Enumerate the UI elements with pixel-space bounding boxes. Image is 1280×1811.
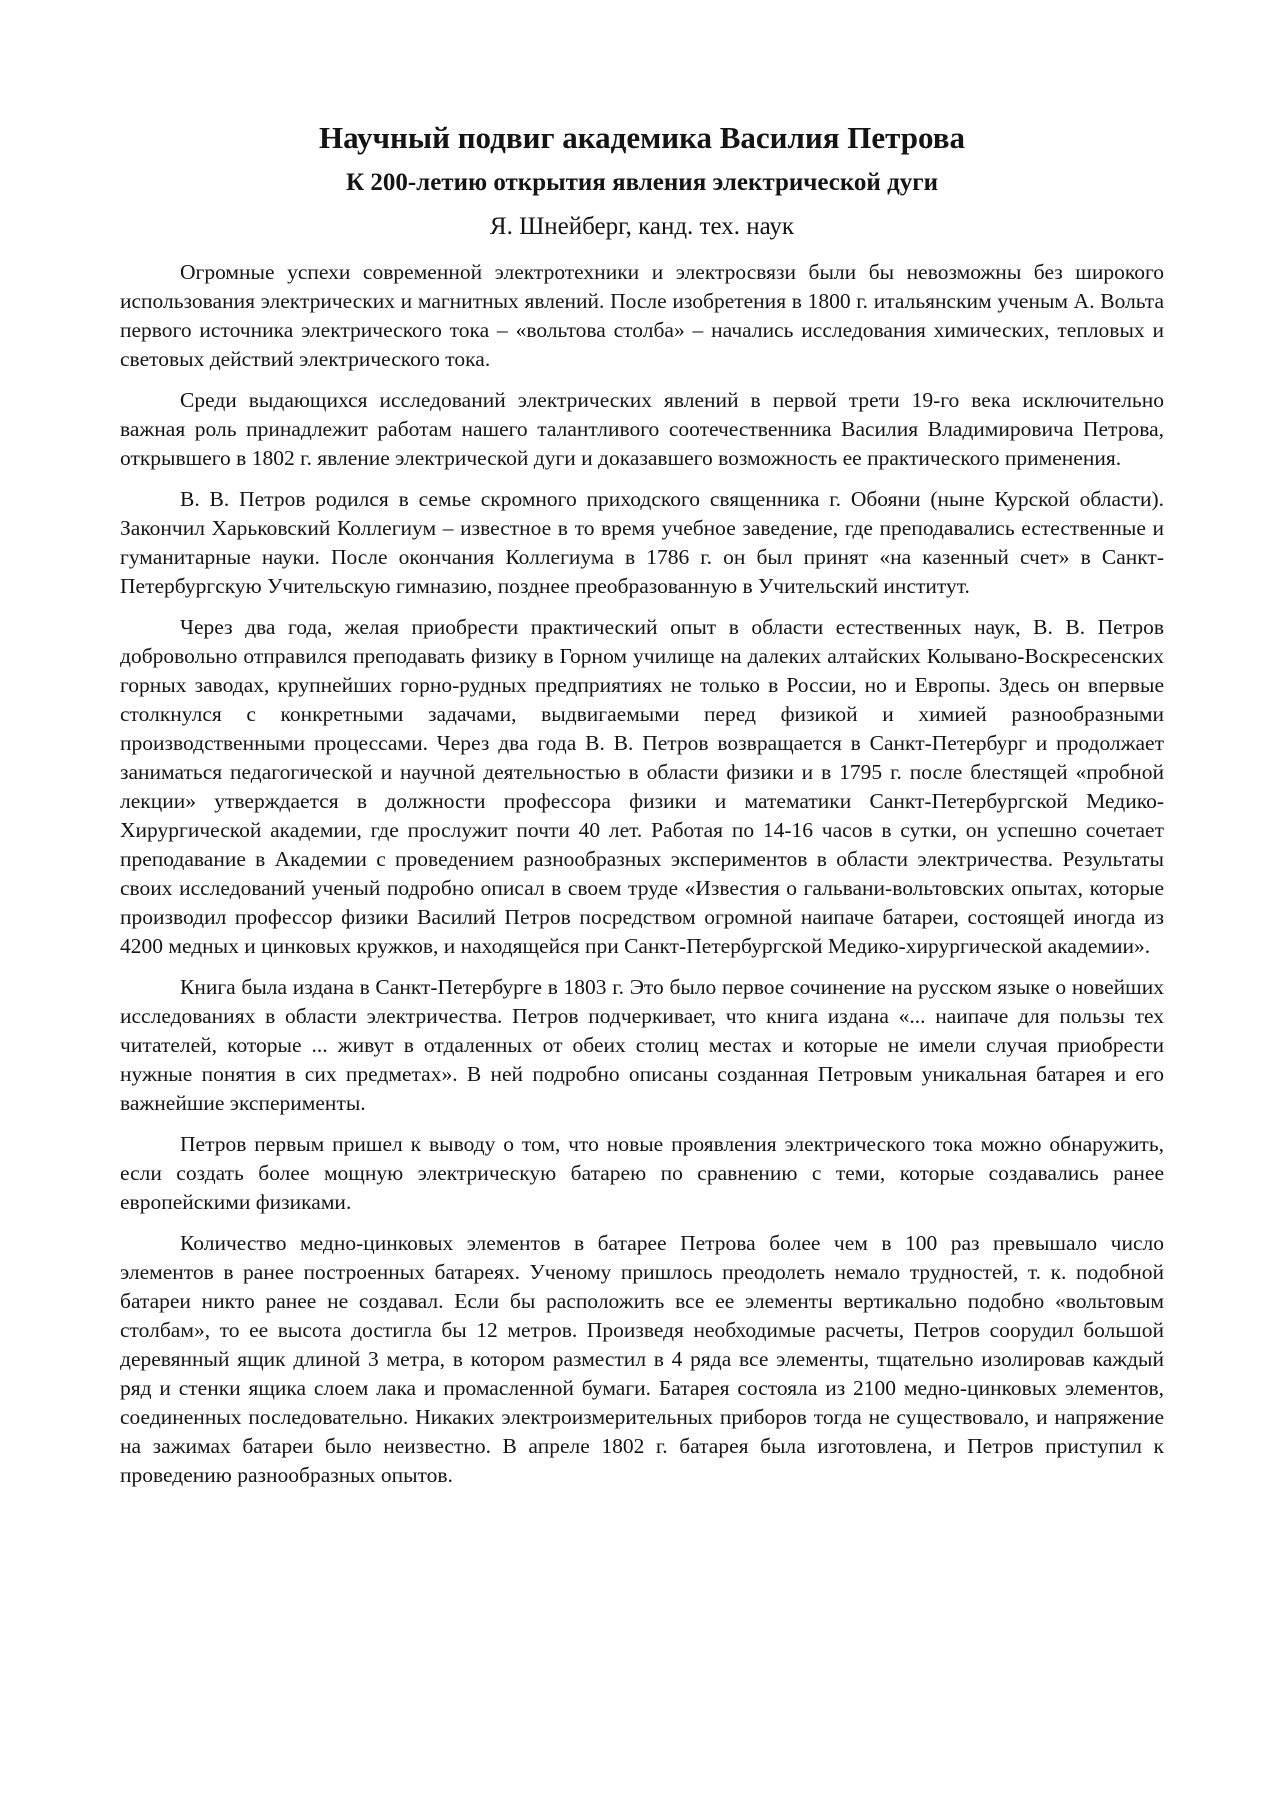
- paragraph: В. В. Петров родился в семье скромного приходского священника г. Обояни (ныне Курской области). Закончил Харьковский Коллегиум – известное в то время учебное заведение, где преподавались естественные и гуманитарные науки. После окончания Коллегиума в 1786 г. он был принят «на казенный счет» в Санкт-Петербургскую Учительскую гимназию, позднее преобразованную в Учительский институт.: [120, 487, 1164, 598]
- article-title: Научный подвиг академика Василия Петрова: [319, 120, 965, 155]
- article-body: [120, 258, 1164, 1490]
- document-page: [120, 118, 1164, 1502]
- article-author: Я. Шнейберг, канд. тех. наук: [489, 213, 795, 240]
- paragraph: Книга была издана в Санкт-Петербурге в 1803 г. Это было первое сочинение на русском языке о новейших исследованиях в области электричества. Петров подчеркивает, что книга издана «... наипаче для пользы тех читателей, которые ... живут в отдаленных от обеих столиц местах и которые не имели случая приобрести нужные понятия в сих предметах». В ней подробно описаны созданная Петровым уникальная батарея и его важнейшие эксперименты.: [120, 975, 1164, 1115]
- paragraph: Огромные успехи современной электротехники и электросвязи были бы невозможны без широкого использования электрических и магнитных явлений. После изобретения в 1800 г. итальянским ученым А. Вольта первого источника электрического тока – «вольтова столба» – начались исследования химических, тепловых и световых действий электрического тока.: [120, 260, 1164, 371]
- paragraph: Через два года, желая приобрести практический опыт в области естественных наук, В. В. Петров добровольно отправился преподавать физику в Горном училище на далеких алтайских Колывано-Воскресенских горных заводах, крупнейших горно-рудных предприятиях не только в России, но и Европы. Здесь он впервые столкнулся с конкретными задачами, выдвигаемыми перед физикой и химией разнообразными производственными процессами. Через два года В. В. Петров возвращается в Санкт-Петербург и продолжает заниматься педагогической и научной деятельностью в области физики и в 1795 г. после блестящей «пробной лекции» утверждается в должности профессора физики и математики Санкт-Петербургской Медико-Хирургической академии, где прослужит почти 40 лет. Работая по 14-16 часов в сутки, он успешно сочетает преподавание в Академии с проведением разнообразных экспериментов в области электричества. Результаты своих исследований ученый подробно описал в своем труде «Известия о гальвани-вольтовских опытах, которые производил профессор физики Василий Петров посредством огромной наипаче батареи, состоящей иногда из 4200 медных и цинковых кружков, и находящейся при Санкт-Петербургской Медико-хирургической академии».: [120, 615, 1164, 958]
- paragraph: Среди выдающихся исследований электрических явлений в первой трети 19-го века исключительно важная роль принадлежит работам нашего талантливого соотечественника Василия Владимировича Петрова, открывшего в 1802 г. явление электрической дуги и доказавшего возможность ее практического применения.: [120, 388, 1164, 470]
- paragraph: Петров первым пришел к выводу о том, что новые проявления электрического тока можно обнаружить, если создать более мощную электрическую батарею по сравнению с теми, которые создавались ранее европейскими физиками.: [120, 1132, 1164, 1214]
- paragraph: Количество медно-цинковых элементов в батарее Петрова более чем в 100 раз превышало число элементов в ранее построенных батареях. Ученому пришлось преодолеть немало трудностей, т. к. подобной батареи никто ранее не создавал. Если бы расположить все ее элементы вертикально подобно «вольтовым столбам», то ее высота достигла бы 12 метров. Произведя необходимые расчеты, Петров соорудил большой деревянный ящик длиной 3 метра, в котором разместил в 4 ряда все элементы, тщательно изолировав каждый ряд и стенки ящика слоем лака и промасленной бумаги. Батарея состояла из 2100 медно-цинковых элементов, соединенных последовательно. Никаких электроизмерительных приборов тогда не существовало, и напряжение на зажимах батареи было неизвестно. В апреле 1802 г. батарея была изготовлена, и Петров приступил к проведению разнообразных опытов.: [120, 1231, 1164, 1487]
- article-subtitle: К 200-летию открытия явления электрической дуги: [345, 169, 938, 196]
